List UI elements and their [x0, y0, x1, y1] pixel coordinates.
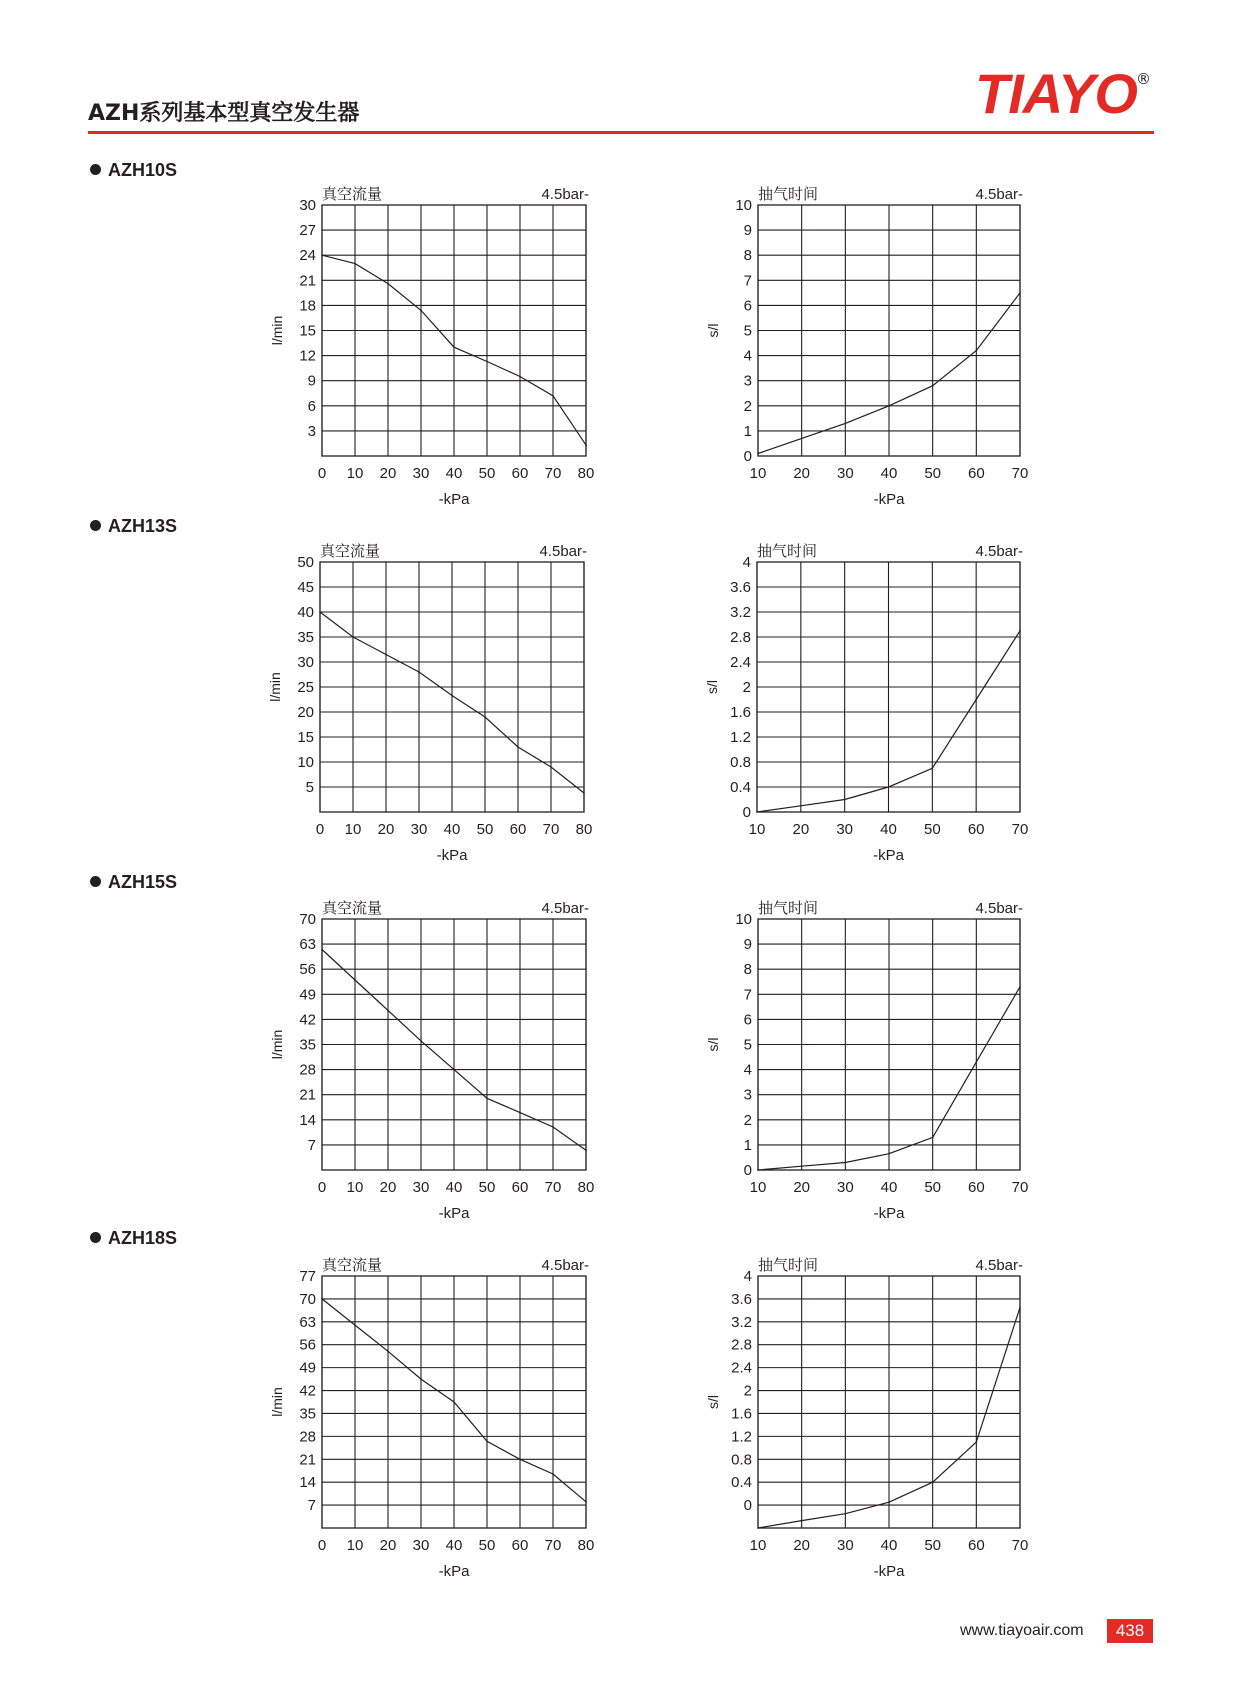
chart-azh10s-flow-ytick-label: 15 — [299, 322, 316, 340]
chart-azh15s-flow-xtick-label: 70 — [544, 1179, 562, 1196]
chart-azh18s-flow-ytick-label: 56 — [299, 1336, 316, 1354]
chart-azh13s-flow-ytick-label: 40 — [297, 604, 314, 621]
chart-azh18s-flow-data-point — [552, 1473, 554, 1475]
chart-azh10s-flow-xtick-label: 0 — [317, 465, 327, 482]
page-title: AZH系列基本型真空发生器 — [88, 101, 360, 126]
chart-azh13s-flow-subtitle: 4.5bar- — [539, 543, 587, 560]
chart-azh18s-flow-xtick-label: 20 — [379, 1537, 397, 1554]
chart-azh13s-flow-ylabel: l/min — [267, 672, 283, 702]
chart-azh10s-time-subtitle: 4.5bar- — [975, 186, 1023, 203]
chart-azh13s-flow-data-point — [451, 695, 453, 697]
chart-azh15s-time-xtick-label: 40 — [880, 1179, 898, 1196]
chart-azh15s-flow-subtitle: 4.5bar- — [541, 900, 589, 917]
chart-azh13s-time-ytick-label: 0.8 — [730, 754, 751, 771]
chart-azh10s-flow-xtick-label: 80 — [577, 465, 595, 482]
chart-azh13s-time-ytick-label: 1.6 — [730, 704, 751, 721]
chart-azh10s-time-ytick-label: 6 — [743, 297, 752, 315]
chart-azh15s-flow-ytick-label: 35 — [299, 1036, 316, 1054]
chart-azh13s-flow-xtick-label: 0 — [315, 821, 325, 838]
chart-azh13s-time-title: 抽气时间 — [757, 542, 818, 560]
chart-azh18s-flow-data-point — [387, 1350, 389, 1352]
chart-azh10s-flow-ytick-label: 18 — [299, 297, 316, 315]
chart-azh15s-time-data-point — [976, 1061, 978, 1063]
chart-azh18s-flow-ytick-label: 77 — [299, 1268, 316, 1285]
chart-azh18s-time-title: 抽气时间 — [758, 1256, 819, 1274]
chart-azh13s-time-data-point — [800, 805, 802, 807]
chart-azh10s-flow-ytick-label: 24 — [299, 247, 316, 265]
chart-azh15s-flow-data-point — [453, 1069, 455, 1071]
chart-azh13s-flow-data-point — [517, 746, 519, 748]
chart-azh18s-time-ytick-label: 0.4 — [731, 1474, 752, 1492]
chart-azh10s-time-ytick-label: 1 — [743, 422, 752, 440]
chart-azh18s-flow-ytick-label: 63 — [299, 1313, 316, 1331]
chart-azh18s-flow-xtick-label: 50 — [478, 1537, 496, 1554]
chart-azh10s-flow-data-point — [453, 346, 455, 348]
chart-azh18s-time-data-point — [888, 1501, 890, 1503]
section-model-label: AZH13S — [108, 516, 178, 536]
chart-azh13s-time-data-point — [975, 699, 977, 701]
chart-azh15s-time-ylabel: s/l — [705, 1037, 721, 1052]
chart-azh15s-flow-xtick-label: 30 — [412, 1179, 430, 1196]
chart-azh13s-flow-ytick-label: 30 — [297, 654, 314, 671]
chart-azh15s-time-data-point — [845, 1162, 847, 1164]
chart-azh10s-flow-ytick-label: 6 — [307, 397, 316, 415]
chart-azh15s-flow-ytick-label: 28 — [299, 1061, 316, 1079]
chart-azh13s-time-ytick-label: 2.8 — [730, 629, 751, 646]
chart-azh10s-time-ytick-label: 8 — [743, 247, 752, 265]
chart-azh18s-time-xtick-label: 50 — [924, 1537, 942, 1554]
chart-azh10s-flow-xtick-label: 20 — [379, 465, 397, 482]
section-model-label: AZH15S — [108, 872, 178, 892]
chart-azh13s-flow-ytick-label: 10 — [297, 754, 314, 771]
chart-azh18s-time-ytick-label: 2.4 — [731, 1359, 752, 1377]
chart-azh10s-flow-xtick-label: 40 — [445, 465, 463, 482]
chart-azh10s-flow-xlabel: -kPa — [438, 491, 470, 508]
chart-azh15s-flow-ytick-label: 21 — [299, 1086, 316, 1104]
chart-azh13s-time-ytick-label: 2 — [742, 679, 751, 696]
chart-azh13s-time-xtick-label: 50 — [923, 821, 941, 838]
chart-azh13s-flow-ytick-label: 35 — [297, 629, 314, 646]
chart-azh18s-flow-subtitle: 4.5bar- — [541, 1257, 589, 1274]
chart-azh18s-time-ytick-label: 2.8 — [731, 1336, 752, 1354]
chart-azh10s-flow-xtick-label: 30 — [412, 465, 430, 482]
chart-azh13s-time-data-point — [932, 767, 934, 769]
chart-azh13s-time-ytick-label: 1.2 — [730, 729, 751, 746]
chart-azh10s-flow-data-point — [519, 376, 521, 378]
chart-azh10s-time-ytick-label: 9 — [743, 222, 752, 240]
chart-azh13s-time-xtick-label: 10 — [748, 821, 766, 838]
chart-azh15s-flow-xtick-label: 20 — [379, 1179, 397, 1196]
chart-azh18s-flow-xtick-label: 10 — [346, 1537, 364, 1554]
chart-azh15s-time-ytick-label: 9 — [743, 936, 752, 954]
chart-azh18s-time-ytick-label: 0 — [743, 1497, 752, 1515]
chart-azh13s-flow-xtick-label: 10 — [344, 821, 362, 838]
chart-azh13s-time-data-point — [756, 811, 758, 813]
chart-azh15s-time-ytick-label: 3 — [743, 1086, 752, 1104]
page-number-badge: 438 — [1107, 1619, 1153, 1643]
chart-azh10s-time-xtick-label: 40 — [880, 465, 898, 482]
chart-azh13s-flow-data-point — [583, 792, 585, 794]
chart-azh18s-time-data-point — [932, 1481, 934, 1483]
chart-azh13s-flow-data-point — [385, 654, 387, 656]
chart-azh15s-time-xtick-label: 50 — [924, 1179, 942, 1196]
chart-azh13s-flow-xtick-label: 40 — [443, 821, 461, 838]
chart-azh15s-flow-title: 真空流量 — [322, 899, 383, 917]
chart-azh13s-flow-data-point — [352, 636, 354, 638]
chart-azh10s-time-data-point — [757, 453, 759, 455]
chart-azh15s-flow-xlabel: -kPa — [438, 1205, 470, 1222]
chart-azh10s-time-data-point — [932, 385, 934, 387]
chart-azh10s-flow-data-point — [552, 395, 554, 397]
chart-azh15s-time-ytick-label: 2 — [743, 1111, 752, 1129]
chart-azh15s-flow-xtick-label: 60 — [511, 1179, 529, 1196]
chart-azh15s-flow-ytick-label: 63 — [299, 936, 316, 954]
chart-azh13s-flow-ytick-label: 15 — [297, 729, 314, 746]
chart-azh10s-flow-ytick-label: 12 — [299, 347, 316, 365]
chart-azh15s-time-data-point — [932, 1137, 934, 1139]
chart-azh18s-flow-ytick-label: 35 — [299, 1405, 316, 1423]
chart-azh10s-flow-data-point — [585, 444, 587, 446]
chart-azh18s-flow-data-point — [453, 1401, 455, 1403]
chart-azh10s-flow-ytick-label: 30 — [299, 197, 316, 214]
chart-azh18s-flow-xtick-label: 40 — [445, 1537, 463, 1554]
chart-azh10s-time-data-point — [976, 350, 978, 352]
chart-azh10s-time-xlabel: -kPa — [873, 491, 905, 508]
chart-azh18s-time-ytick-label: 4 — [743, 1268, 752, 1285]
chart-azh10s-time-ytick-label: 2 — [743, 397, 752, 415]
chart-azh18s-flow-ylabel: l/min — [269, 1387, 285, 1417]
chart-azh13s-flow-xtick-label: 50 — [476, 821, 494, 838]
chart-azh18s-time-xtick-label: 10 — [749, 1537, 767, 1554]
chart-azh10s-flow-data-point — [354, 263, 356, 265]
chart-azh18s-flow-xtick-label: 70 — [544, 1537, 562, 1554]
chart-azh18s-flow-data-point — [354, 1324, 356, 1326]
chart-azh13s-flow-xtick-label: 80 — [575, 821, 593, 838]
chart-azh13s-flow-ytick-label: 45 — [297, 579, 314, 596]
chart-azh15s-flow-data-point — [387, 1010, 389, 1012]
chart-azh10s-time-title: 抽气时间 — [758, 185, 819, 203]
chart-azh13s-flow-xlabel: -kPa — [436, 847, 468, 864]
chart-azh18s-time-ytick-label: 2 — [743, 1382, 752, 1400]
chart-azh15s-time-ytick-label: 7 — [743, 986, 752, 1004]
chart-azh10s-time-xtick-label: 30 — [836, 465, 854, 482]
chart-azh15s-time-data-point — [757, 1169, 759, 1171]
chart-azh10s-flow-title: 真空流量 — [322, 185, 383, 203]
chart-azh13s-time-xtick-label: 60 — [967, 821, 985, 838]
chart-azh15s-flow-data-point — [420, 1040, 422, 1042]
chart-azh18s-time-ytick-label: 3.2 — [731, 1313, 752, 1331]
chart-azh15s-time-ytick-label: 4 — [743, 1061, 752, 1079]
section-model-label: AZH10S — [108, 160, 178, 180]
chart-azh10s-flow-subtitle: 4.5bar- — [541, 186, 589, 203]
chart-azh10s-time-ylabel: s/l — [705, 323, 721, 338]
chart-azh13s-flow-data-point — [319, 611, 321, 613]
chart-azh15s-time-xtick-label: 60 — [967, 1179, 985, 1196]
chart-azh13s-flow-data-point — [418, 671, 420, 673]
chart-azh15s-time-data-point — [801, 1165, 803, 1167]
chart-azh10s-flow-data-point — [321, 254, 323, 256]
chart-azh15s-time-ytick-label: 8 — [743, 961, 752, 979]
chart-azh10s-time-xtick-label: 60 — [967, 465, 985, 482]
chart-azh13s-time-xlabel: -kPa — [873, 847, 904, 864]
chart-azh18s-time-data-point — [801, 1520, 803, 1522]
chart-azh10s-flow-ytick-label: 27 — [299, 222, 316, 240]
chart-azh18s-flow-ytick-label: 14 — [299, 1474, 316, 1492]
chart-azh10s-flow-xtick-label: 50 — [478, 465, 496, 482]
chart-azh13s-flow-xtick-label: 60 — [509, 821, 527, 838]
chart-azh13s-time-data-point — [1019, 630, 1021, 632]
chart-azh18s-flow-ytick-label: 42 — [299, 1382, 316, 1400]
chart-azh13s-time-data-point — [844, 799, 846, 801]
chart-azh18s-time-xtick-label: 40 — [880, 1537, 898, 1554]
chart-azh10s-flow-data-point — [486, 361, 488, 363]
chart-azh13s-time-ytick-label: 0 — [742, 804, 751, 821]
chart-azh15s-time-title: 抽气时间 — [758, 899, 819, 917]
chart-azh15s-flow-ytick-label: 7 — [307, 1136, 316, 1154]
chart-azh18s-flow-xtick-label: 60 — [511, 1537, 529, 1554]
chart-azh13s-time-xtick-label: 20 — [792, 821, 810, 838]
chart-azh18s-flow-ytick-label: 49 — [299, 1359, 316, 1377]
brand-logo: TIAYO — [975, 62, 1137, 125]
chart-azh18s-time-data-point — [757, 1527, 759, 1529]
chart-azh10s-time-data-point — [801, 438, 803, 440]
chart-azh15s-time-xtick-label: 70 — [1011, 1179, 1029, 1196]
chart-azh15s-flow-xtick-label: 80 — [577, 1179, 595, 1196]
chart-azh15s-flow-ytick-label: 70 — [299, 911, 316, 928]
chart-azh13s-time-ytick-label: 0.4 — [730, 779, 751, 796]
chart-azh18s-flow-data-point — [321, 1298, 323, 1300]
chart-azh10s-time-xtick-label: 20 — [793, 465, 811, 482]
chart-azh10s-flow-xtick-label: 10 — [346, 465, 364, 482]
chart-azh15s-flow-ytick-label: 49 — [299, 986, 316, 1004]
chart-azh15s-time-data-point — [1019, 986, 1021, 988]
chart-azh15s-time-ytick-label: 0 — [743, 1162, 752, 1179]
chart-azh15s-flow-ylabel: l/min — [269, 1029, 285, 1060]
chart-azh13s-flow-xtick-label: 70 — [542, 821, 560, 838]
chart-azh13s-flow-ytick-label: 25 — [297, 679, 314, 696]
chart-azh10s-time-data-point — [1019, 292, 1021, 294]
chart-azh10s-time-xtick-label: 70 — [1011, 465, 1029, 482]
chart-azh18s-time-xtick-label: 20 — [793, 1537, 811, 1554]
chart-azh18s-time-subtitle: 4.5bar- — [975, 1257, 1023, 1274]
chart-azh13s-flow-xtick-label: 20 — [377, 821, 395, 838]
chart-azh15s-flow-data-point — [585, 1149, 587, 1151]
chart-azh13s-flow-title: 真空流量 — [320, 542, 381, 560]
chart-azh15s-flow-data-point — [519, 1112, 521, 1114]
chart-azh18s-flow-ytick-label: 7 — [307, 1497, 316, 1515]
chart-azh13s-flow-data-point — [484, 716, 486, 718]
chart-azh13s-flow-data-point — [550, 766, 552, 768]
chart-azh13s-time-subtitle: 4.5bar- — [975, 543, 1023, 560]
chart-azh18s-time-xtick-label: 30 — [836, 1537, 854, 1554]
chart-azh13s-flow-xtick-label: 30 — [410, 821, 428, 838]
section-model-label: AZH18S — [108, 1228, 178, 1248]
chart-azh18s-flow-xtick-label: 80 — [577, 1537, 595, 1554]
chart-azh10s-flow-ytick-label: 9 — [307, 372, 316, 390]
chart-azh18s-time-ytick-label: 1.2 — [731, 1428, 752, 1446]
chart-azh10s-flow-xtick-label: 60 — [511, 465, 529, 482]
chart-azh15s-time-data-point — [888, 1153, 890, 1155]
chart-azh10s-time-ytick-label: 3 — [743, 372, 752, 390]
chart-azh18s-time-ytick-label: 1.6 — [731, 1405, 752, 1423]
registered-mark: ® — [1136, 70, 1151, 88]
chart-azh15s-flow-xtick-label: 0 — [317, 1179, 327, 1196]
chart-azh13s-time-ytick-label: 4 — [742, 554, 751, 571]
chart-azh13s-time-xtick-label: 30 — [836, 821, 854, 838]
chart-azh18s-time-xtick-label: 60 — [967, 1537, 985, 1554]
chart-azh10s-time-ytick-label: 5 — [743, 322, 752, 340]
chart-azh18s-flow-title: 真空流量 — [322, 1256, 383, 1274]
chart-azh18s-flow-ytick-label: 21 — [299, 1451, 316, 1469]
chart-azh15s-flow-data-point — [354, 979, 356, 981]
chart-azh10s-time-data-point — [888, 405, 890, 407]
chart-azh10s-flow-ytick-label: 21 — [299, 272, 316, 290]
chart-azh15s-flow-xtick-label: 10 — [346, 1179, 364, 1196]
chart-azh18s-flow-xtick-label: 30 — [412, 1537, 430, 1554]
footer-url[interactable]: www.tiayoair.com — [960, 1622, 1084, 1639]
chart-azh15s-flow-ytick-label: 56 — [299, 961, 316, 979]
chart-azh10s-time-xtick-label: 50 — [924, 465, 942, 482]
chart-azh10s-time-xtick-label: 10 — [749, 465, 767, 482]
chart-azh10s-flow-data-point — [387, 283, 389, 285]
chart-azh18s-flow-xlabel: -kPa — [438, 1563, 470, 1580]
chart-azh15s-flow-ytick-label: 42 — [299, 1011, 316, 1029]
chart-azh15s-time-xtick-label: 20 — [793, 1179, 811, 1196]
chart-azh15s-time-subtitle: 4.5bar- — [975, 900, 1023, 917]
chart-azh13s-time-xtick-label: 70 — [1011, 821, 1029, 838]
chart-azh13s-time-ytick-label: 3.2 — [730, 604, 751, 621]
chart-azh18s-flow-data-point — [585, 1501, 587, 1503]
chart-azh18s-time-ytick-label: 0.8 — [731, 1451, 752, 1469]
chart-azh13s-time-ytick-label: 3.6 — [730, 579, 751, 596]
chart-azh18s-time-data-point — [1019, 1307, 1021, 1309]
chart-azh10s-time-ytick-label: 4 — [743, 347, 752, 365]
chart-azh10s-time-ytick-label: 0 — [743, 448, 752, 465]
chart-azh18s-flow-data-point — [420, 1378, 422, 1380]
chart-azh10s-time-ytick-label: 7 — [743, 272, 752, 290]
chart-azh15s-time-xtick-label: 10 — [749, 1179, 767, 1196]
chart-azh18s-flow-data-point — [519, 1458, 521, 1460]
chart-azh15s-time-ytick-label: 6 — [743, 1011, 752, 1029]
chart-azh18s-flow-ytick-label: 70 — [299, 1290, 316, 1308]
chart-azh15s-time-ytick-label: 10 — [735, 911, 752, 928]
chart-azh13s-flow-ytick-label: 20 — [297, 704, 314, 721]
chart-azh15s-flow-data-point — [321, 949, 323, 951]
chart-azh10s-time-data-point — [845, 423, 847, 425]
chart-azh15s-time-xtick-label: 30 — [836, 1179, 854, 1196]
chart-azh15s-time-ytick-label: 5 — [743, 1036, 752, 1054]
chart-azh15s-flow-xtick-label: 40 — [445, 1179, 463, 1196]
chart-azh18s-time-ylabel: s/l — [705, 1395, 721, 1409]
chart-azh13s-flow-ytick-label: 5 — [305, 779, 314, 796]
chart-azh10s-flow-data-point — [420, 310, 422, 312]
chart-azh18s-time-data-point — [976, 1441, 978, 1443]
chart-azh15s-flow-xtick-label: 50 — [478, 1179, 496, 1196]
chart-azh18s-flow-data-point — [486, 1440, 488, 1442]
chart-azh15s-time-xlabel: -kPa — [873, 1205, 905, 1222]
chart-azh13s-time-data-point — [888, 786, 890, 788]
chart-azh15s-flow-data-point — [486, 1097, 488, 1099]
chart-azh13s-time-ylabel: s/l — [704, 680, 720, 694]
chart-azh18s-time-data-point — [845, 1513, 847, 1515]
chart-azh10s-flow-ylabel: l/min — [269, 315, 285, 346]
chart-azh18s-time-xlabel: -kPa — [873, 1563, 905, 1580]
chart-azh10s-time-ytick-label: 10 — [735, 197, 752, 214]
chart-azh15s-flow-ytick-label: 14 — [299, 1111, 316, 1129]
chart-azh18s-flow-xtick-label: 0 — [317, 1537, 327, 1554]
chart-azh15s-flow-data-point — [552, 1126, 554, 1128]
chart-azh13s-time-xtick-label: 40 — [880, 821, 897, 838]
chart-azh13s-flow-ytick-label: 50 — [297, 554, 314, 571]
chart-azh13s-time-ytick-label: 2.4 — [730, 654, 751, 671]
chart-azh18s-time-ytick-label: 3.6 — [731, 1290, 752, 1308]
chart-azh15s-time-ytick-label: 1 — [743, 1136, 752, 1154]
chart-azh18s-time-xtick-label: 70 — [1011, 1537, 1029, 1554]
chart-azh10s-flow-xtick-label: 70 — [544, 465, 562, 482]
chart-azh10s-flow-ytick-label: 3 — [307, 422, 316, 440]
chart-azh18s-flow-ytick-label: 28 — [299, 1428, 316, 1446]
